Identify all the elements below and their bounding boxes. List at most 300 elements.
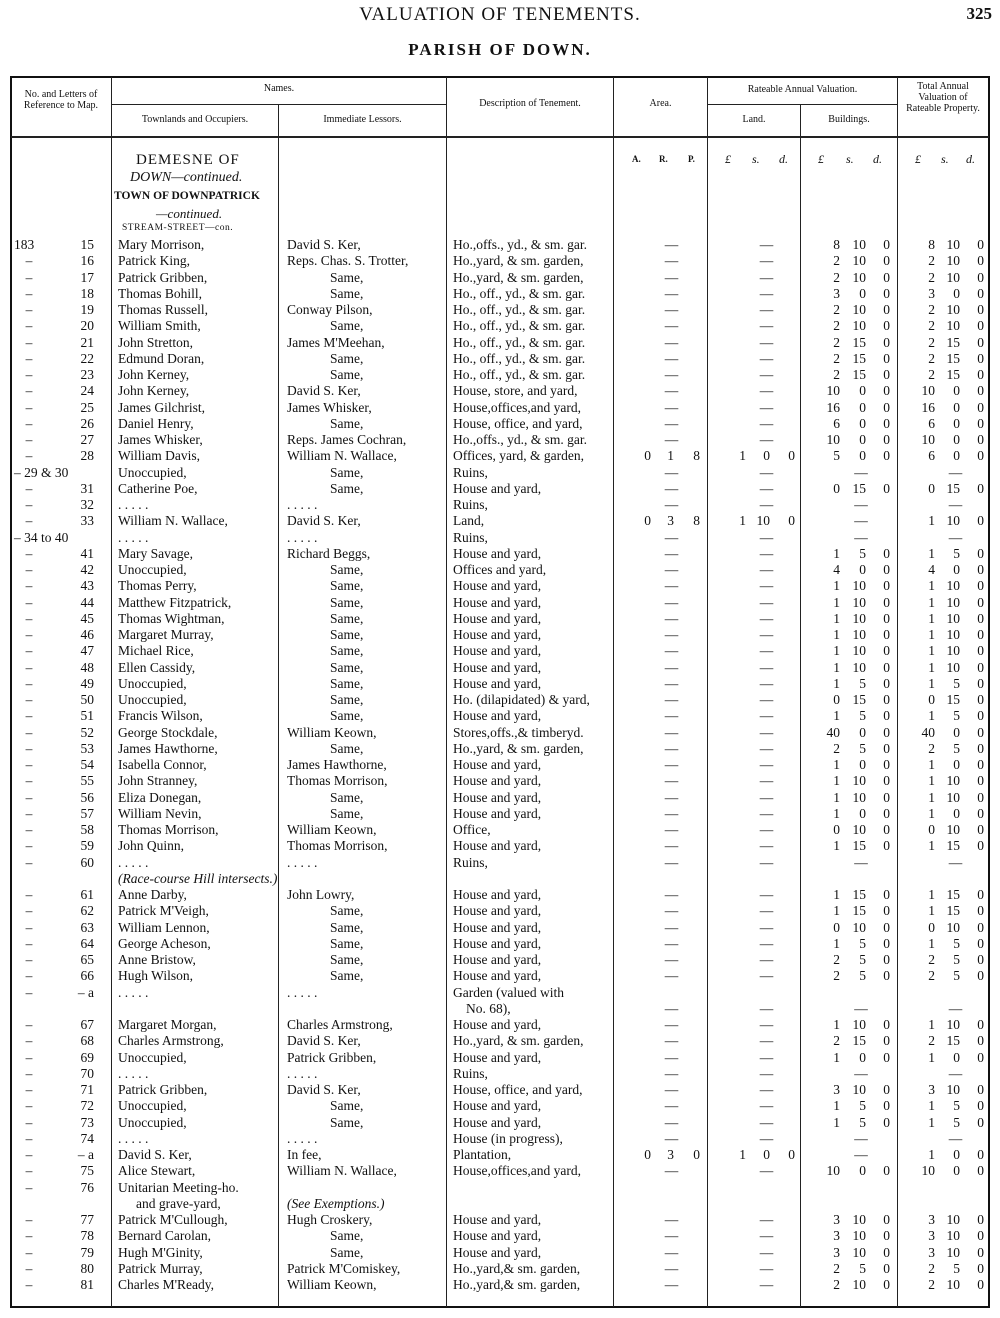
buildings-value-part: 10 bbox=[852, 1082, 866, 1097]
buildings-value-part: 1 bbox=[833, 1049, 840, 1065]
total-value-part: 0 bbox=[928, 919, 935, 935]
area-value: — bbox=[664, 887, 679, 902]
tenement-description: House and yard, bbox=[453, 480, 542, 496]
map-ref: – bbox=[25, 562, 33, 577]
map-number: 41 bbox=[80, 545, 94, 561]
buildings-value-part: 0 bbox=[883, 269, 890, 285]
land-value: — bbox=[759, 1033, 774, 1049]
area-value: — bbox=[664, 1033, 679, 1049]
total-value-part: 0 bbox=[977, 724, 984, 740]
table-row bbox=[0, 1212, 1000, 1228]
occupier-name: Thomas Russell, bbox=[118, 302, 208, 317]
map-ref: – bbox=[25, 383, 33, 399]
tenement-description: House, office, and yard, bbox=[453, 1082, 583, 1097]
map-number: 26 bbox=[80, 415, 94, 431]
buildings-value-part: 0 bbox=[883, 1082, 890, 1097]
area-value: — bbox=[664, 334, 679, 350]
area-value: — bbox=[664, 935, 679, 951]
area-value: — bbox=[664, 1260, 679, 1276]
total-value-part: 0 bbox=[977, 1244, 984, 1260]
occupier-name: Unoccupied, bbox=[118, 1114, 187, 1130]
land-value: — bbox=[759, 903, 774, 919]
land-value: — bbox=[759, 887, 774, 902]
total-value-part: 15 bbox=[946, 367, 960, 382]
map-ref: – bbox=[25, 952, 33, 967]
buildings-value-part: 0 bbox=[883, 1017, 890, 1032]
tenement-description: House and yard, bbox=[453, 1212, 542, 1227]
lessor-name: Reps. Chas. S. Trotter, bbox=[287, 253, 409, 269]
tenement-description: Ho. (dilapidated) & yard, bbox=[453, 692, 590, 707]
total-value-part: 1 bbox=[928, 627, 935, 642]
lessor-name: Same, bbox=[330, 578, 364, 594]
buildings-value-part: 0 bbox=[883, 1114, 890, 1130]
buildings-value-part: 0 bbox=[883, 692, 890, 707]
total-value-part: 5 bbox=[953, 740, 960, 756]
occupier-name: and grave-yard, bbox=[136, 1195, 221, 1211]
buildings-value-part: 3 bbox=[833, 1082, 840, 1097]
unit-shillings: s. bbox=[941, 152, 949, 166]
total-value-part: 1 bbox=[928, 1049, 935, 1065]
occupier-name: Margaret Morgan, bbox=[118, 1017, 217, 1032]
table-row bbox=[0, 855, 1000, 871]
total-value-part: 0 bbox=[977, 578, 984, 594]
table-row bbox=[0, 367, 1000, 383]
buildings-value: — bbox=[854, 464, 868, 480]
occupier-name: Thomas Morrison, bbox=[118, 822, 219, 837]
area-value: — bbox=[664, 1000, 679, 1016]
total-value-part: 0 bbox=[977, 545, 984, 561]
lessor-name: William Keown, bbox=[287, 822, 377, 837]
area-value: — bbox=[664, 1228, 679, 1244]
map-number: – a bbox=[77, 1147, 94, 1162]
total-value-part: 0 bbox=[977, 903, 984, 919]
buildings-value-part: 0 bbox=[883, 757, 890, 772]
tenement-description: Ho., off., yd., & sm. gar. bbox=[453, 350, 586, 366]
buildings-value-part: 0 bbox=[883, 253, 890, 269]
tenement-description: Ho., off., yd., & sm. gar. bbox=[453, 302, 586, 317]
map-ref: – bbox=[25, 805, 33, 821]
page-title: VALUATION OF TENEMENTS. bbox=[359, 4, 641, 25]
map-ref: – bbox=[25, 1033, 33, 1049]
table-row bbox=[0, 838, 1000, 854]
lessor-name: William N. Wallace, bbox=[287, 448, 397, 464]
lessor-name: . . . . . bbox=[287, 529, 318, 545]
buildings-value-part: 0 bbox=[883, 919, 890, 935]
land-value: — bbox=[759, 675, 774, 691]
buildings-value-part: 1 bbox=[833, 1114, 840, 1130]
land-value: — bbox=[759, 952, 774, 967]
total-value-part: 1 bbox=[928, 887, 935, 902]
total-value-part: 15 bbox=[946, 334, 960, 350]
header-description: Description of Tenement. bbox=[479, 98, 581, 109]
buildings-value: — bbox=[854, 1130, 868, 1146]
area-value: — bbox=[664, 1049, 679, 1065]
buildings-value-part: 0 bbox=[883, 1244, 890, 1260]
land-value: — bbox=[759, 1114, 774, 1130]
land-value: — bbox=[759, 1228, 774, 1244]
tenement-description: Ho., off., yd., & sm. gar. bbox=[453, 318, 586, 334]
map-number: 56 bbox=[80, 789, 94, 805]
buildings-value-part: 0 bbox=[883, 302, 890, 317]
total-value-part: 1 bbox=[928, 545, 935, 561]
total-value-part: 0 bbox=[953, 415, 960, 431]
area-value: — bbox=[664, 757, 679, 772]
table-row bbox=[0, 1115, 1000, 1131]
land-value: — bbox=[759, 237, 774, 252]
area-value: — bbox=[664, 968, 679, 984]
area-value: — bbox=[664, 692, 679, 707]
land-value: — bbox=[759, 562, 774, 577]
map-ref: – bbox=[25, 399, 33, 415]
total-value-part: 0 bbox=[977, 1114, 984, 1130]
area-value: — bbox=[664, 1065, 679, 1081]
table-row bbox=[0, 1245, 1000, 1261]
occupier-name: . . . . . bbox=[118, 529, 149, 545]
buildings-value-part: 0 bbox=[833, 692, 840, 707]
total-value-part: 4 bbox=[928, 562, 935, 577]
area-value-part: 3 bbox=[667, 513, 674, 529]
land-value: — bbox=[759, 383, 774, 399]
map-ref: – bbox=[25, 643, 33, 659]
tenement-description: House and yard, bbox=[453, 1114, 542, 1130]
buildings-value-part: 0 bbox=[859, 399, 866, 415]
total-value-part: 10 bbox=[946, 318, 960, 334]
land-value: — bbox=[759, 1212, 774, 1227]
buildings-value-part: 0 bbox=[833, 480, 840, 496]
table-row bbox=[0, 985, 1000, 1001]
map-ref: – bbox=[25, 968, 33, 984]
occupier-name: Francis Wilson, bbox=[118, 708, 203, 724]
total-value-part: 10 bbox=[946, 1228, 960, 1244]
lessor-name: James M'Meehan, bbox=[287, 334, 385, 350]
lessor-name: In fee, bbox=[287, 1147, 322, 1162]
buildings-value-part: 1 bbox=[833, 1017, 840, 1032]
tenement-description: House and yard, bbox=[453, 708, 542, 724]
total-value-part: 0 bbox=[977, 952, 984, 967]
total-value-part: 40 bbox=[921, 724, 935, 740]
lessor-name: Same, bbox=[330, 692, 364, 707]
table-row bbox=[0, 318, 1000, 334]
land-value-part: 0 bbox=[788, 513, 795, 529]
area-value-part: 8 bbox=[693, 448, 700, 464]
map-number: 18 bbox=[80, 285, 94, 301]
area-value: — bbox=[664, 919, 679, 935]
table-row bbox=[0, 806, 1000, 822]
lessor-name: Same, bbox=[330, 350, 364, 366]
buildings-value-part: 10 bbox=[852, 1244, 866, 1260]
table-row bbox=[0, 643, 1000, 659]
land-value: — bbox=[759, 350, 774, 366]
table-row bbox=[0, 578, 1000, 594]
map-ref: – bbox=[25, 594, 33, 610]
table-row bbox=[0, 676, 1000, 692]
buildings-value: — bbox=[854, 497, 868, 512]
lessor-name: William Keown, bbox=[287, 724, 377, 740]
lessor-name: . . . . . bbox=[287, 1065, 318, 1081]
map-ref: – bbox=[25, 1147, 33, 1162]
buildings-value-part: 2 bbox=[833, 1033, 840, 1049]
buildings-value-part: 0 bbox=[883, 367, 890, 382]
buildings-value-part: 10 bbox=[826, 1163, 840, 1179]
table-row bbox=[0, 887, 1000, 903]
area-value: — bbox=[664, 740, 679, 756]
occupier-name: Ellen Cassidy, bbox=[118, 659, 196, 675]
total-value-part: 10 bbox=[946, 237, 960, 252]
total-value-part: 1 bbox=[928, 773, 935, 789]
lessor-name: David S. Ker, bbox=[287, 383, 361, 399]
total-value-part: 1 bbox=[928, 935, 935, 951]
unit-shillings: s. bbox=[752, 152, 760, 166]
map-ref: – bbox=[25, 1082, 33, 1097]
parish-title: PARISH OF DOWN. bbox=[408, 40, 592, 59]
buildings-value-part: 0 bbox=[883, 740, 890, 756]
total-value-part: 0 bbox=[977, 269, 984, 285]
tenement-description: House and yard, bbox=[453, 789, 542, 805]
map-ref: – bbox=[25, 1228, 33, 1244]
header-rateable: Rateable Annual Valuation. bbox=[747, 84, 858, 95]
occupier-name: Patrick M'Cullough, bbox=[118, 1212, 228, 1227]
area-value: — bbox=[664, 675, 679, 691]
total-value-part: 0 bbox=[977, 773, 984, 789]
buildings-value-part: 5 bbox=[859, 1260, 866, 1276]
map-number: 66 bbox=[80, 968, 94, 984]
land-value: — bbox=[759, 724, 774, 740]
tenement-description: Office, bbox=[453, 822, 491, 837]
land-value-part: 10 bbox=[756, 513, 770, 529]
buildings-value-part: 0 bbox=[883, 448, 890, 464]
buildings-value-part: 10 bbox=[852, 253, 866, 269]
map-ref: – bbox=[25, 480, 33, 496]
map-number: 62 bbox=[80, 903, 94, 919]
map-number: 72 bbox=[80, 1098, 94, 1114]
tenement-description: Ruins, bbox=[453, 1065, 488, 1081]
tenement-description: Ho.,yard, & sm. garden, bbox=[453, 1033, 584, 1049]
buildings-value-part: 0 bbox=[859, 562, 866, 577]
map-ref: – bbox=[25, 285, 33, 301]
table-row bbox=[0, 660, 1000, 676]
map-number: 51 bbox=[80, 708, 94, 724]
tenement-description: Ho.,yard, & sm. garden, bbox=[453, 269, 584, 285]
map-number: 27 bbox=[80, 432, 94, 447]
lessor-name: David S. Ker, bbox=[287, 1082, 361, 1097]
lessor-name: Same, bbox=[330, 805, 364, 821]
buildings-value-part: 0 bbox=[859, 448, 866, 464]
buildings-value-part: 0 bbox=[883, 578, 890, 594]
buildings-value-part: 0 bbox=[883, 887, 890, 902]
table-row bbox=[0, 627, 1000, 643]
buildings-value-part: 2 bbox=[833, 1277, 840, 1292]
buildings-value-part: 2 bbox=[833, 269, 840, 285]
total-value-part: 1 bbox=[928, 659, 935, 675]
occupier-name: Thomas Bohill, bbox=[118, 285, 202, 301]
tenement-description: House and yard, bbox=[453, 968, 542, 984]
unit-roods: R. bbox=[659, 154, 668, 164]
total-value: — bbox=[948, 854, 963, 870]
total-value-part: 10 bbox=[946, 643, 960, 659]
land-value: — bbox=[759, 610, 774, 626]
table-row bbox=[0, 1082, 1000, 1098]
area-value: — bbox=[664, 1163, 679, 1179]
table-row bbox=[0, 757, 1000, 773]
total-value-part: 0 bbox=[977, 562, 984, 577]
buildings-value-part: 0 bbox=[883, 415, 890, 431]
occupier-name: Anne Darby, bbox=[118, 887, 187, 902]
tenement-description: House and yard, bbox=[453, 919, 542, 935]
tenement-description: Ho., off., yd., & sm. gar. bbox=[453, 285, 586, 301]
buildings-value-part: 3 bbox=[833, 1228, 840, 1244]
total-value-part: 2 bbox=[928, 968, 935, 984]
table-row bbox=[0, 1098, 1000, 1114]
area-value: — bbox=[664, 302, 679, 317]
buildings-value: — bbox=[854, 1000, 868, 1016]
lessor-name: Patrick M'Comiskey, bbox=[287, 1260, 401, 1276]
map-number: 52 bbox=[80, 724, 94, 740]
total-value-part: 0 bbox=[977, 627, 984, 642]
header-townlands: Townlands and Occupiers. bbox=[141, 114, 249, 125]
land-value: — bbox=[759, 302, 774, 317]
buildings-value-part: 0 bbox=[883, 1277, 890, 1292]
lessor-name: William N. Wallace, bbox=[287, 1163, 397, 1179]
total-value-part: 0 bbox=[977, 1277, 984, 1292]
total-value-part: 6 bbox=[928, 448, 935, 464]
total-value-part: 0 bbox=[977, 610, 984, 626]
buildings-value-part: 0 bbox=[883, 350, 890, 366]
unit-pence: d. bbox=[873, 152, 882, 166]
total-value-part: 5 bbox=[953, 952, 960, 967]
occupier-name: Michael Rice, bbox=[118, 643, 194, 659]
land-value: — bbox=[759, 269, 774, 285]
buildings-value-part: 1 bbox=[833, 935, 840, 951]
buildings-value-part: 0 bbox=[883, 285, 890, 301]
table-row bbox=[0, 1131, 1000, 1147]
area-value: — bbox=[664, 822, 679, 837]
area-value: — bbox=[664, 399, 679, 415]
total-value-part: 1 bbox=[928, 610, 935, 626]
lessor-name: . . . . . bbox=[287, 984, 318, 1000]
buildings-value-part: 3 bbox=[833, 1212, 840, 1227]
buildings-value-part: 0 bbox=[859, 757, 866, 772]
total-value-part: 0 bbox=[928, 692, 935, 707]
tenement-description: House and yard, bbox=[453, 643, 542, 659]
lessor-name: Richard Beggs, bbox=[287, 545, 371, 561]
buildings-value-part: 0 bbox=[883, 675, 890, 691]
buildings-value-part: 0 bbox=[883, 1098, 890, 1114]
area-value: — bbox=[664, 253, 679, 269]
map-number: 58 bbox=[80, 822, 94, 837]
map-number: 23 bbox=[80, 367, 94, 382]
total-value-part: 0 bbox=[977, 1098, 984, 1114]
buildings-value-part: 4 bbox=[833, 562, 840, 577]
tenement-description: House and yard, bbox=[453, 887, 542, 902]
total-value-part: 0 bbox=[977, 432, 984, 447]
total-value-part: 15 bbox=[946, 838, 960, 854]
area-value-part: 3 bbox=[667, 1147, 674, 1162]
total-value-part: 10 bbox=[946, 627, 960, 642]
map-number: 32 bbox=[80, 497, 94, 512]
lessor-name: Charles Armstrong, bbox=[287, 1017, 393, 1032]
map-number: 65 bbox=[80, 952, 94, 967]
area-value: — bbox=[664, 1130, 679, 1146]
buildings-value-part: 10 bbox=[826, 432, 840, 447]
occupier-name: Thomas Wightman, bbox=[118, 610, 225, 626]
land-value: — bbox=[759, 594, 774, 610]
buildings-value-part: 2 bbox=[833, 952, 840, 967]
map-ref: – bbox=[25, 334, 33, 350]
buildings-value-part: 15 bbox=[852, 887, 866, 902]
land-value: — bbox=[759, 1130, 774, 1146]
total-value-part: 1 bbox=[928, 1017, 935, 1032]
buildings-value-part: 10 bbox=[852, 610, 866, 626]
land-value: — bbox=[759, 854, 774, 870]
buildings-value-part: 0 bbox=[883, 643, 890, 659]
total-value: — bbox=[948, 1065, 963, 1081]
header-area: Area. bbox=[649, 98, 672, 109]
lessor-name: Same, bbox=[330, 285, 364, 301]
buildings-value-part: 1 bbox=[833, 659, 840, 675]
land-value-part: 0 bbox=[788, 1147, 795, 1162]
map-ref: – bbox=[25, 692, 33, 707]
buildings-value-part: 8 bbox=[833, 237, 840, 252]
buildings-value-part: 0 bbox=[883, 432, 890, 447]
buildings-value-part: 3 bbox=[833, 285, 840, 301]
land-value: — bbox=[759, 497, 774, 512]
unit-shillings: s. bbox=[846, 152, 854, 166]
land-value: — bbox=[759, 334, 774, 350]
map-number: 68 bbox=[80, 1033, 94, 1049]
area-value-part: 0 bbox=[644, 513, 651, 529]
buildings-value-part: 1 bbox=[833, 610, 840, 626]
total-value-part: 0 bbox=[977, 480, 984, 496]
map-number: 22 bbox=[80, 350, 94, 366]
occupier-name: Unoccupied, bbox=[118, 464, 187, 480]
tenement-description: House and yard, bbox=[453, 952, 542, 967]
total-value-part: 0 bbox=[953, 383, 960, 399]
area-value: — bbox=[664, 545, 679, 561]
buildings-value-part: 0 bbox=[883, 383, 890, 399]
buildings-value-part: 0 bbox=[883, 968, 890, 984]
map-number: 57 bbox=[80, 805, 94, 821]
total-value-part: 10 bbox=[946, 822, 960, 837]
total-value-part: 1 bbox=[928, 594, 935, 610]
area-value: — bbox=[664, 708, 679, 724]
total-value-part: 10 bbox=[946, 513, 960, 529]
lessor-name: Same, bbox=[330, 480, 364, 496]
table-row bbox=[0, 790, 1000, 806]
map-ref: – bbox=[25, 1065, 33, 1081]
map-ref: – bbox=[25, 415, 33, 431]
table-row bbox=[0, 936, 1000, 952]
buildings-value-part: 1 bbox=[833, 545, 840, 561]
occupier-name: George Stockdale, bbox=[118, 724, 218, 740]
lessor-name: Same, bbox=[330, 1244, 364, 1260]
table-row bbox=[0, 1066, 1000, 1082]
unit-acres: A. bbox=[632, 154, 641, 164]
total-value-part: 5 bbox=[953, 675, 960, 691]
area-value: — bbox=[664, 269, 679, 285]
buildings-value-part: 15 bbox=[852, 838, 866, 854]
lessor-name: Same, bbox=[330, 1098, 364, 1114]
unit-pence: d. bbox=[966, 152, 975, 166]
buildings-value-part: 10 bbox=[852, 1212, 866, 1227]
unit-pence: d. bbox=[779, 152, 788, 166]
area-value: — bbox=[664, 805, 679, 821]
land-value: — bbox=[759, 1244, 774, 1260]
total-value-part: 2 bbox=[928, 367, 935, 382]
total-value-part: 0 bbox=[977, 399, 984, 415]
table-row bbox=[0, 708, 1000, 724]
tenement-description: No. 68), bbox=[466, 1000, 511, 1016]
buildings-value-part: 2 bbox=[833, 318, 840, 334]
